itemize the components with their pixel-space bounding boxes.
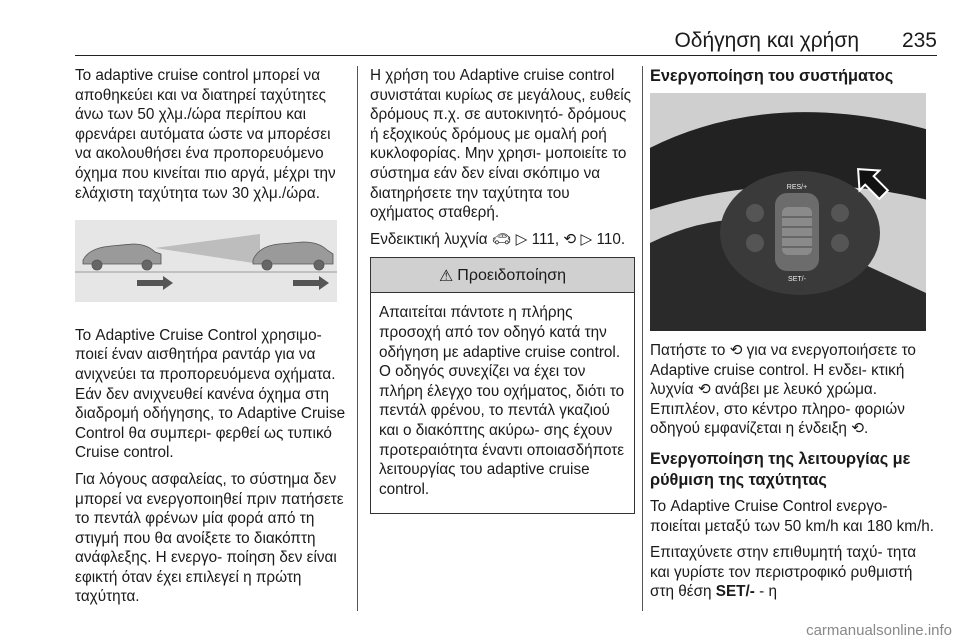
wheel-label-res: RES/+ xyxy=(786,184,808,191)
column-2 xyxy=(370,66,635,514)
paragraph: Η χρήση του Adaptive cruise control συνιστάται κυρίως σε μεγάλους, ευθείς δρόμους π.χ. σε αυτοκινητό- δρόμους ή εξοχικούς δρόμους με ομαλή ροή κυκλοφορίας. Μην χρησι- μοποιείτε το σύστημα εάν δεν είναι σκόπιμο να διατηρήσετε την ταχύτητα του οχήματος σταθερή. xyxy=(370,67,632,222)
paragraph: Το Adaptive Cruise Control ενεργο- ποιείται μεταξύ των 50 km/h και 180 km/h. xyxy=(650,497,935,535)
section-heading: Ενεργοποίηση του συστήματος xyxy=(650,67,894,85)
paragraph: Πατήστε το ⟲ για να ενεργοποιήσετε το Adaptive cruise control. Η ενδει- κτική λυχνία ⟲ ανάβει με λευκό χρώμα. Επιπλέον, στο κέντρο πληρο- φοριών οδηγού εμφανίζεται η ένδειξη ⟲. xyxy=(650,341,916,438)
wheel-label-set: SET/- xyxy=(788,276,806,283)
paragraph: Για λόγους ασφαλείας, το σύστημα δεν μπορεί να ενεργοποιηθεί πριν πατήσετε το πεντάλ φρένων μία φορά από τη στιγμή που θα ανοίξετε το διακόπτη ανάφλεξης. Η ενεργο- ποίηση δεν είναι εφικτή όταν έχει επιλεγεί η πρώτη ταχύτητα. xyxy=(75,470,344,606)
column-divider xyxy=(642,66,643,611)
cruise-control-icon: ⟲ xyxy=(851,419,865,438)
paragraph: Το Adaptive Cruise Control χρησιμο- ποιεί έναν αισθητήρα ραντάρ για να ανιχνεύει τα προπορευόμενα οχήματα. Εάν δεν ανιχνευθεί κανένα όχημα στη διαδρομή οδήγησης, το Adaptive Cruise Control θα συμπερι- φερθεί ως τυπικό Cruise control. xyxy=(75,326,346,462)
column-1 xyxy=(75,66,347,614)
page-ref-icon: ▷ xyxy=(515,229,528,248)
page-number: 235 xyxy=(901,29,937,52)
cruise-control-icon: ⟲ xyxy=(729,341,743,359)
header-rule xyxy=(75,55,937,56)
section-heading: Ενεργοποίηση της λειτουργίας με ρύθμιση της ταχύτητας xyxy=(650,449,911,489)
page-ref-icon: ▷ xyxy=(580,229,593,248)
column-divider xyxy=(357,66,358,611)
warning-box xyxy=(370,257,635,514)
car-icon: 🚗︎ xyxy=(491,229,512,248)
paragraph: Το adaptive cruise control μπορεί να αποθηκεύει και να διατηρεί ταχύτητες άνω των 50 χλμ./ώρα περίπου και φρενάρει αυτόματα ώστε να μπορέσει να ακολουθήσει ένα προπορευόμενο όχημα που κινείται πιο αργά, μέχρι την ελάχιστη ταχύτητα των 30 χλμ./ώρα. xyxy=(75,67,336,202)
warning-triangle-icon: ⚠ xyxy=(438,265,454,285)
cruise-control-icon: ⟲ xyxy=(563,229,577,248)
radar-illustration xyxy=(75,220,337,302)
cruise-control-icon: ⟲ xyxy=(697,380,711,399)
indicator-line: Ενδεικτική λυχνία 🚗︎ ▷ 111, ⟲ ▷ 110. xyxy=(370,229,626,248)
page-header xyxy=(75,26,937,56)
watermark: carmanualsonline.info xyxy=(806,622,952,639)
paragraph: Επιταχύνετε στην επιθυμητή ταχύ- τητα και γυρίστε τον περιστροφικό ρυθμιστή στη θέση SET/- - η xyxy=(650,544,917,601)
page-title: Οδήγηση και χρήση xyxy=(674,29,859,52)
warning-text: Απαιτείται πάντοτε η πλήρης προσοχή από τον οδηγό κατά την οδήγηση με adaptive cruise control. Ο οδηγός συνεχίζει να έχει τον πλήρη έλεγχο του οχήματος, διότι το πεντάλ φρένου, το πεντάλ γκαζιού και ο διακόπτης ακύρω- σης έχουν προτεραιότητα έναντι οποιασδήποτε λειτουργίας του adaptive cruise control. xyxy=(379,304,625,498)
steering-wheel-photo xyxy=(650,93,926,331)
column-3 xyxy=(650,66,940,609)
warning-header: ⚠ Προειδοποίηση xyxy=(371,258,634,293)
